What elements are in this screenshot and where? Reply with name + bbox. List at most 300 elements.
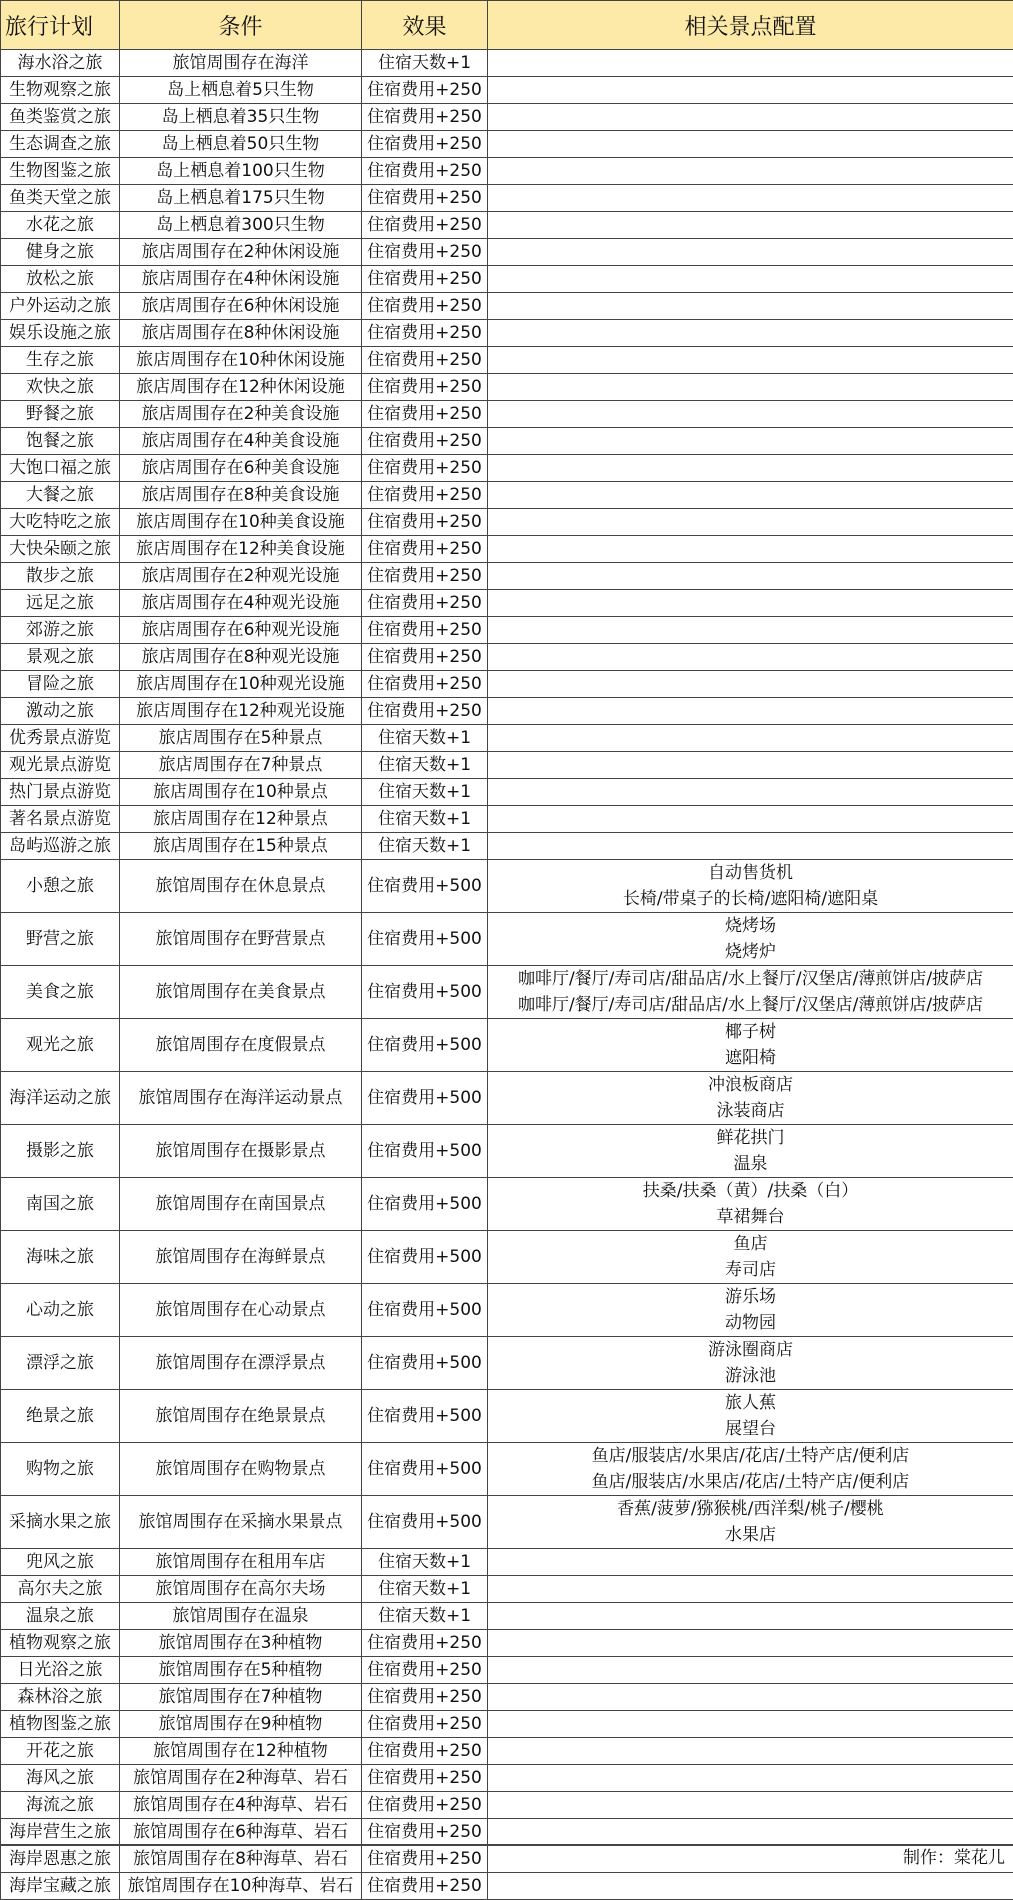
- plan-cell: 海味之旅: [1, 1231, 120, 1284]
- condition-cell: 旅馆周围存在美食景点: [120, 966, 362, 1019]
- table-header-row: [1, 1, 1013, 50]
- table-row: [1, 1337, 1013, 1390]
- table-row: [1, 779, 1013, 806]
- effect-cell: 住宿费用+250: [362, 536, 488, 563]
- effect-cell: 住宿费用+250: [362, 1846, 488, 1873]
- effect-cell: 住宿费用+250: [362, 1630, 488, 1657]
- condition-cell: 旅馆周围存在海鲜景点: [120, 1231, 362, 1284]
- spots-cell: [488, 1738, 1013, 1765]
- spots-cell: [488, 1125, 1013, 1178]
- spot-line: 香蕉/菠萝/猕猴桃/西洋梨/桃子/樱桃: [489, 1496, 1012, 1522]
- spots-cell: [488, 1231, 1013, 1284]
- spots-cell: [488, 1792, 1013, 1819]
- condition-cell: 旅店周围存在12种观光设施: [120, 698, 362, 725]
- effect-cell: 住宿费用+250: [362, 1765, 488, 1792]
- effect-cell: 住宿费用+250: [362, 185, 488, 212]
- spots-cell: [488, 806, 1013, 833]
- spots-cell: [488, 158, 1013, 185]
- plan-cell: 海岸恩惠之旅: [1, 1846, 120, 1873]
- condition-cell: 旅店周围存在8种休闲设施: [120, 320, 362, 347]
- condition-cell: 旅店周围存在4种观光设施: [120, 590, 362, 617]
- spots-cell: [488, 1443, 1013, 1496]
- plan-cell: 观光景点游览: [1, 752, 120, 779]
- condition-cell: 旅店周围存在12种休闲设施: [120, 374, 362, 401]
- condition-cell: 旅馆周围存在海洋: [120, 50, 362, 77]
- condition-cell: 旅馆周围存在漂浮景点: [120, 1337, 362, 1390]
- plan-cell: 海岸宝藏之旅: [1, 1873, 120, 1900]
- spot-line: 遮阳椅: [489, 1045, 1012, 1071]
- spot-line: 长椅/带桌子的长椅/遮阳椅/遮阳桌: [489, 886, 1012, 912]
- effect-cell: 住宿费用+250: [362, 77, 488, 104]
- spots-cell: [488, 1873, 1013, 1900]
- spots-cell: [488, 1684, 1013, 1711]
- spot-line: 泳装商店: [489, 1098, 1012, 1124]
- condition-cell: 旅馆周围存在7种植物: [120, 1684, 362, 1711]
- table-row: [1, 266, 1013, 293]
- condition-cell: 岛上栖息着175只生物: [120, 185, 362, 212]
- plan-cell: 冒险之旅: [1, 671, 120, 698]
- condition-cell: 旅店周围存在4种休闲设施: [120, 266, 362, 293]
- condition-cell: 旅店周围存在12种景点: [120, 806, 362, 833]
- spots-cell: [488, 185, 1013, 212]
- plan-cell: 海洋运动之旅: [1, 1072, 120, 1125]
- spots-cell: [488, 833, 1013, 860]
- condition-cell: 旅店周围存在2种美食设施: [120, 401, 362, 428]
- table-row: [1, 725, 1013, 752]
- table-row: [1, 966, 1013, 1019]
- spots-cell: [488, 1711, 1013, 1738]
- spots-cell: [488, 590, 1013, 617]
- plan-cell: 景观之旅: [1, 644, 120, 671]
- effect-cell: 住宿费用+250: [362, 293, 488, 320]
- condition-cell: 旅店周围存在2种休闲设施: [120, 239, 362, 266]
- plan-cell: 娱乐设施之旅: [1, 320, 120, 347]
- spots-cell: [488, 617, 1013, 644]
- plan-cell: 海流之旅: [1, 1792, 120, 1819]
- effect-cell: 住宿费用+250: [362, 1738, 488, 1765]
- condition-cell: 旅馆周围存在4种海草、岩石: [120, 1792, 362, 1819]
- spot-line: 冲浪板商店: [489, 1072, 1012, 1098]
- effect-cell: 住宿费用+250: [362, 428, 488, 455]
- condition-cell: 旅店周围存在10种休闲设施: [120, 347, 362, 374]
- condition-cell: 岛上栖息着100只生物: [120, 158, 362, 185]
- effect-cell: 住宿费用+250: [362, 617, 488, 644]
- effect-cell: 住宿费用+250: [362, 1657, 488, 1684]
- effect-cell: 住宿费用+500: [362, 1019, 488, 1072]
- table-row: [1, 374, 1013, 401]
- table-row: [1, 239, 1013, 266]
- spots-cell: [488, 50, 1013, 77]
- plan-cell: 漂浮之旅: [1, 1337, 120, 1390]
- spots-cell: [488, 1390, 1013, 1443]
- spot-line: 咖啡厅/餐厅/寿司店/甜品店/水上餐厅/汉堡店/薄煎饼店/披萨店: [489, 966, 1012, 992]
- table-row: [1, 347, 1013, 374]
- effect-cell: 住宿天数+1: [362, 833, 488, 860]
- plan-cell: 生态调查之旅: [1, 131, 120, 158]
- plan-cell: 散步之旅: [1, 563, 120, 590]
- spots-cell: [488, 671, 1013, 698]
- plan-cell: 日光浴之旅: [1, 1657, 120, 1684]
- condition-cell: 旅店周围存在15种景点: [120, 833, 362, 860]
- plan-cell: 海岸营生之旅: [1, 1819, 120, 1846]
- effect-cell: 住宿费用+250: [362, 158, 488, 185]
- condition-cell: 旅馆周围存在温泉: [120, 1603, 362, 1630]
- effect-cell: 住宿天数+1: [362, 1549, 488, 1576]
- condition-cell: 旅店周围存在4种美食设施: [120, 428, 362, 455]
- effect-cell: 住宿费用+250: [362, 131, 488, 158]
- plan-cell: 摄影之旅: [1, 1125, 120, 1178]
- spots-cell: [488, 1178, 1013, 1231]
- plan-cell: 热门景点游览: [1, 779, 120, 806]
- spots-cell: [488, 1819, 1013, 1846]
- spots-cell: [488, 1630, 1013, 1657]
- table-row: [1, 1019, 1013, 1072]
- condition-cell: 岛上栖息着300只生物: [120, 212, 362, 239]
- plan-cell: 小憩之旅: [1, 860, 120, 913]
- spots-cell: [488, 509, 1013, 536]
- effect-cell: 住宿费用+250: [362, 509, 488, 536]
- condition-cell: 旅馆周围存在12种植物: [120, 1738, 362, 1765]
- effect-cell: 住宿天数+1: [362, 779, 488, 806]
- spot-line: 寿司店: [489, 1257, 1012, 1283]
- condition-cell: 旅店周围存在8种观光设施: [120, 644, 362, 671]
- spots-cell: [488, 374, 1013, 401]
- plan-cell: 郊游之旅: [1, 617, 120, 644]
- table-row: [1, 1657, 1013, 1684]
- condition-cell: 旅馆周围存在2种海草、岩石: [120, 1765, 362, 1792]
- effect-cell: 住宿天数+1: [362, 752, 488, 779]
- plan-cell: 兜风之旅: [1, 1549, 120, 1576]
- plan-cell: 生存之旅: [1, 347, 120, 374]
- table-row: [1, 293, 1013, 320]
- effect-cell: 住宿费用+250: [362, 671, 488, 698]
- spots-cell: [488, 1576, 1013, 1603]
- effect-cell: 住宿费用+250: [362, 482, 488, 509]
- spots-cell: [488, 1765, 1013, 1792]
- spots-cell: [488, 1496, 1013, 1549]
- plan-cell: 大吃特吃之旅: [1, 509, 120, 536]
- spots-cell: [488, 1603, 1013, 1630]
- spot-line: 游乐场: [489, 1284, 1012, 1310]
- plan-cell: 野营之旅: [1, 913, 120, 966]
- condition-cell: 旅店周围存在2种观光设施: [120, 563, 362, 590]
- plan-cell: 植物图鉴之旅: [1, 1711, 120, 1738]
- condition-cell: 旅馆周围存在野营景点: [120, 913, 362, 966]
- condition-cell: 旅馆周围存在高尔夫场: [120, 1576, 362, 1603]
- spots-cell: [488, 1337, 1013, 1390]
- condition-cell: 旅店周围存在10种景点: [120, 779, 362, 806]
- effect-cell: 住宿费用+250: [362, 320, 488, 347]
- table-row: [1, 1603, 1013, 1630]
- plan-cell: 高尔夫之旅: [1, 1576, 120, 1603]
- spot-line: 椰子树: [489, 1019, 1012, 1045]
- effect-cell: 住宿费用+250: [362, 239, 488, 266]
- effect-cell: 住宿费用+500: [362, 966, 488, 1019]
- plan-cell: 鱼类鉴赏之旅: [1, 104, 120, 131]
- condition-cell: 旅馆周围存在5种植物: [120, 1657, 362, 1684]
- spot-line: 鱼店/服装店/水果店/花店/土特产店/便利店: [489, 1443, 1012, 1469]
- table-row: [1, 671, 1013, 698]
- spots-cell: [488, 563, 1013, 590]
- effect-cell: 住宿费用+500: [362, 1284, 488, 1337]
- credit-footer: 制作：棠花儿: [0, 1844, 1013, 1871]
- table-row: [1, 158, 1013, 185]
- effect-cell: 住宿费用+250: [362, 563, 488, 590]
- spots-cell: [488, 401, 1013, 428]
- plan-cell: 欢快之旅: [1, 374, 120, 401]
- table-row: [1, 833, 1013, 860]
- spots-cell: [488, 860, 1013, 913]
- table-row: [1, 1072, 1013, 1125]
- effect-cell: 住宿费用+250: [362, 1711, 488, 1738]
- plan-cell: 水花之旅: [1, 212, 120, 239]
- effect-cell: 住宿费用+500: [362, 860, 488, 913]
- spot-line: 鱼店: [489, 1231, 1012, 1257]
- spots-cell: [488, 1549, 1013, 1576]
- spots-cell: [488, 966, 1013, 1019]
- effect-cell: 住宿费用+500: [362, 1231, 488, 1284]
- spots-cell: [488, 779, 1013, 806]
- plan-cell: 海风之旅: [1, 1765, 120, 1792]
- spots-cell: [488, 482, 1013, 509]
- plan-cell: 饱餐之旅: [1, 428, 120, 455]
- effect-cell: 住宿费用+500: [362, 1337, 488, 1390]
- condition-cell: 旅店周围存在6种美食设施: [120, 455, 362, 482]
- table-row: [1, 1792, 1013, 1819]
- spot-line: 烧烤炉: [489, 939, 1012, 965]
- plan-cell: 心动之旅: [1, 1284, 120, 1337]
- table-row: [1, 1765, 1013, 1792]
- table-row: [1, 1630, 1013, 1657]
- spots-cell: [488, 1657, 1013, 1684]
- table-row: [1, 1819, 1013, 1846]
- effect-cell: 住宿费用+500: [362, 1125, 488, 1178]
- plan-cell: 生物观察之旅: [1, 77, 120, 104]
- table-row: [1, 212, 1013, 239]
- effect-cell: 住宿费用+250: [362, 1792, 488, 1819]
- spot-line: 水果店: [489, 1522, 1012, 1548]
- condition-cell: 旅馆周围存在绝景景点: [120, 1390, 362, 1443]
- header-condition: 条件: [120, 1, 362, 50]
- plan-cell: 观光之旅: [1, 1019, 120, 1072]
- effect-cell: 住宿费用+250: [362, 1873, 488, 1900]
- condition-cell: 旅店周围存在10种观光设施: [120, 671, 362, 698]
- condition-cell: 旅店周围存在12种美食设施: [120, 536, 362, 563]
- plan-cell: 著名景点游览: [1, 806, 120, 833]
- effect-cell: 住宿天数+1: [362, 725, 488, 752]
- spots-cell: [488, 104, 1013, 131]
- condition-cell: 旅馆周围存在采摘水果景点: [120, 1496, 362, 1549]
- header-travel-plan: 旅行计划: [1, 1, 120, 50]
- spots-cell: [488, 1284, 1013, 1337]
- effect-cell: 住宿费用+250: [362, 347, 488, 374]
- condition-cell: 旅馆周围存在10种海草、岩石: [120, 1873, 362, 1900]
- effect-cell: 住宿费用+250: [362, 590, 488, 617]
- table-row: [1, 1284, 1013, 1337]
- table-row: [1, 455, 1013, 482]
- table-row: [1, 752, 1013, 779]
- table-row: [1, 1711, 1013, 1738]
- plan-cell: 植物观察之旅: [1, 1630, 120, 1657]
- plan-cell: 开花之旅: [1, 1738, 120, 1765]
- effect-cell: 住宿费用+250: [362, 212, 488, 239]
- spot-line: 游泳圈商店: [489, 1337, 1012, 1363]
- condition-cell: 旅馆周围存在心动景点: [120, 1284, 362, 1337]
- spots-cell: [488, 131, 1013, 158]
- spot-line: 自动售货机: [489, 860, 1012, 886]
- table-row: [1, 1738, 1013, 1765]
- spots-cell: [488, 239, 1013, 266]
- plan-cell: 健身之旅: [1, 239, 120, 266]
- spot-line: 游泳池: [489, 1363, 1012, 1389]
- table-row: [1, 860, 1013, 913]
- spots-cell: [488, 455, 1013, 482]
- spot-line: 旅人蕉: [489, 1390, 1012, 1416]
- plan-cell: 南国之旅: [1, 1178, 120, 1231]
- effect-cell: 住宿费用+250: [362, 1819, 488, 1846]
- condition-cell: 旅店周围存在10种美食设施: [120, 509, 362, 536]
- spot-line: 动物园: [489, 1310, 1012, 1336]
- plan-cell: 温泉之旅: [1, 1603, 120, 1630]
- effect-cell: 住宿天数+1: [362, 806, 488, 833]
- plan-cell: 远足之旅: [1, 590, 120, 617]
- plan-cell: 森林浴之旅: [1, 1684, 120, 1711]
- effect-cell: 住宿费用+500: [362, 913, 488, 966]
- condition-cell: 旅馆周围存在海洋运动景点: [120, 1072, 362, 1125]
- plan-cell: 野餐之旅: [1, 401, 120, 428]
- effect-cell: 住宿天数+1: [362, 1576, 488, 1603]
- spot-line: 烧烤场: [489, 913, 1012, 939]
- effect-cell: 住宿费用+250: [362, 698, 488, 725]
- table-row: [1, 50, 1013, 77]
- table-row: [1, 590, 1013, 617]
- plan-cell: 岛屿巡游之旅: [1, 833, 120, 860]
- table-row: [1, 1231, 1013, 1284]
- spot-line: 草裙舞台: [489, 1204, 1012, 1230]
- spots-cell: [488, 320, 1013, 347]
- condition-cell: 旅馆周围存在租用车店: [120, 1549, 362, 1576]
- table-row: [1, 320, 1013, 347]
- table-row: [1, 644, 1013, 671]
- spots-cell: [488, 266, 1013, 293]
- condition-cell: 岛上栖息着5只生物: [120, 77, 362, 104]
- spot-line: 咖啡厅/餐厅/寿司店/甜品店/水上餐厅/汉堡店/薄煎饼店/披萨店: [489, 992, 1012, 1018]
- effect-cell: 住宿天数+1: [362, 50, 488, 77]
- table-row: [1, 913, 1013, 966]
- plan-cell: 美食之旅: [1, 966, 120, 1019]
- effect-cell: 住宿费用+500: [362, 1443, 488, 1496]
- condition-cell: 旅馆周围存在3种植物: [120, 1630, 362, 1657]
- table-row: [1, 401, 1013, 428]
- effect-cell: 住宿费用+250: [362, 401, 488, 428]
- condition-cell: 旅馆周围存在8种海草、岩石: [120, 1846, 362, 1873]
- effect-cell: 住宿费用+500: [362, 1072, 488, 1125]
- plan-cell: 生物图鉴之旅: [1, 158, 120, 185]
- condition-cell: 旅店周围存在6种休闲设施: [120, 293, 362, 320]
- condition-cell: 旅馆周围存在6种海草、岩石: [120, 1819, 362, 1846]
- spots-cell: [488, 913, 1013, 966]
- table-row: [1, 563, 1013, 590]
- condition-cell: 旅店周围存在6种观光设施: [120, 617, 362, 644]
- table-row: [1, 509, 1013, 536]
- spots-cell: [488, 725, 1013, 752]
- condition-cell: 旅馆周围存在南国景点: [120, 1178, 362, 1231]
- table-row: [1, 1873, 1013, 1900]
- condition-cell: 旅店周围存在7种景点: [120, 752, 362, 779]
- spots-cell: [488, 428, 1013, 455]
- table-row: [1, 131, 1013, 158]
- effect-cell: 住宿费用+500: [362, 1178, 488, 1231]
- table-row: [1, 1178, 1013, 1231]
- spot-line: 鱼店/服装店/水果店/花店/土特产店/便利店: [489, 1469, 1012, 1495]
- condition-cell: 岛上栖息着35只生物: [120, 104, 362, 131]
- spots-cell: [488, 347, 1013, 374]
- spots-cell: [488, 1019, 1013, 1072]
- spots-cell: [488, 212, 1013, 239]
- header-related-spots: 相关景点配置: [488, 1, 1013, 50]
- effect-cell: 住宿费用+250: [362, 644, 488, 671]
- condition-cell: 旅馆周围存在摄影景点: [120, 1125, 362, 1178]
- plan-cell: 放松之旅: [1, 266, 120, 293]
- plan-cell: 海水浴之旅: [1, 50, 120, 77]
- condition-cell: 旅馆周围存在购物景点: [120, 1443, 362, 1496]
- table-row: [1, 428, 1013, 455]
- plan-cell: 大快朵颐之旅: [1, 536, 120, 563]
- spot-line: 展望台: [489, 1416, 1012, 1442]
- header-effect: 效果: [362, 1, 488, 50]
- table-row: [1, 1496, 1013, 1549]
- plan-cell: 大饱口福之旅: [1, 455, 120, 482]
- plan-cell: 采摘水果之旅: [1, 1496, 120, 1549]
- condition-cell: 旅馆周围存在9种植物: [120, 1711, 362, 1738]
- spots-cell: [488, 752, 1013, 779]
- effect-cell: 住宿费用+250: [362, 455, 488, 482]
- condition-cell: 岛上栖息着50只生物: [120, 131, 362, 158]
- spots-cell: [488, 698, 1013, 725]
- table-row: [1, 536, 1013, 563]
- spots-cell: [488, 536, 1013, 563]
- effect-cell: 住宿费用+250: [362, 1684, 488, 1711]
- condition-cell: 旅馆周围存在休息景点: [120, 860, 362, 913]
- plan-cell: 户外运动之旅: [1, 293, 120, 320]
- spots-cell: [488, 644, 1013, 671]
- table-row: [1, 806, 1013, 833]
- table-row: [1, 77, 1013, 104]
- table-row: [1, 185, 1013, 212]
- plan-cell: 激动之旅: [1, 698, 120, 725]
- effect-cell: 住宿费用+500: [362, 1390, 488, 1443]
- table-row: [1, 617, 1013, 644]
- spots-cell: [488, 77, 1013, 104]
- spots-cell: [488, 293, 1013, 320]
- spot-line: 温泉: [489, 1151, 1012, 1177]
- table-row: [1, 1684, 1013, 1711]
- condition-cell: 旅店周围存在8种美食设施: [120, 482, 362, 509]
- spot-line: 鲜花拱门: [489, 1125, 1012, 1151]
- plan-cell: 购物之旅: [1, 1443, 120, 1496]
- effect-cell: 住宿费用+250: [362, 374, 488, 401]
- condition-cell: 旅馆周围存在度假景点: [120, 1019, 362, 1072]
- table-row: [1, 1576, 1013, 1603]
- plan-cell: 绝景之旅: [1, 1390, 120, 1443]
- effect-cell: 住宿天数+1: [362, 1603, 488, 1630]
- plan-cell: 鱼类天堂之旅: [1, 185, 120, 212]
- spots-cell: [488, 1072, 1013, 1125]
- effect-cell: 住宿费用+250: [362, 266, 488, 293]
- table-row: [1, 1125, 1013, 1178]
- effect-cell: 住宿费用+500: [362, 1496, 488, 1549]
- table-row: [1, 1549, 1013, 1576]
